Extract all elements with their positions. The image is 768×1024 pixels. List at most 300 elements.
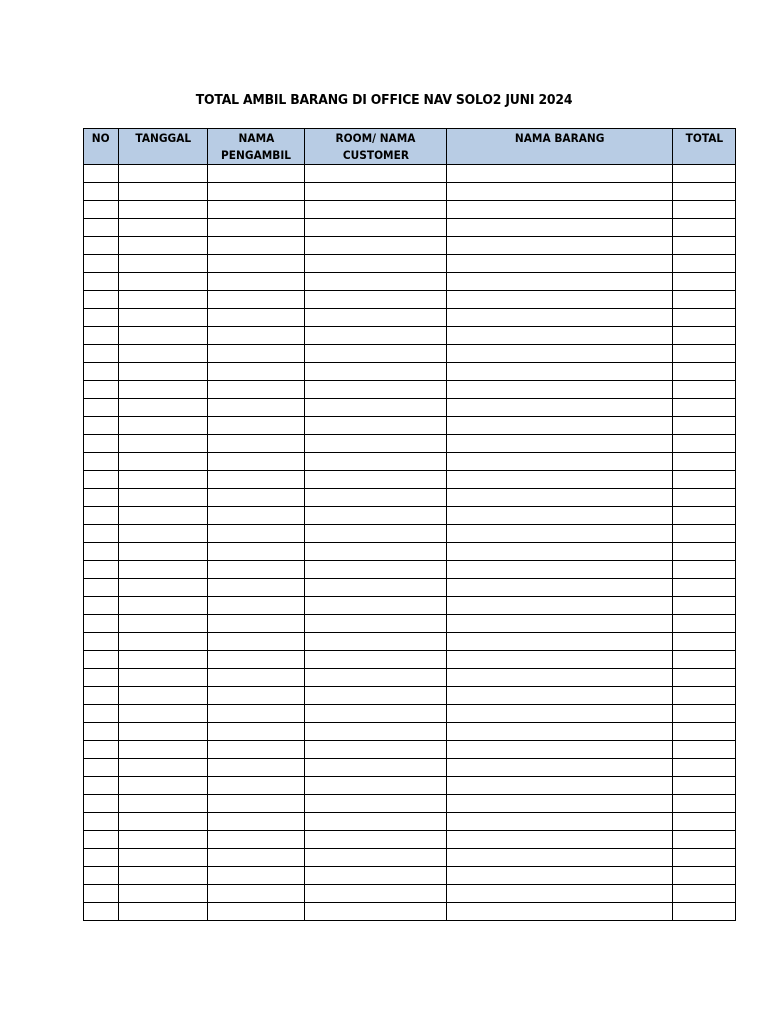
cell-tanggal[interactable]	[119, 687, 208, 705]
cell-nama-pengambil[interactable]	[208, 291, 305, 309]
cell-room-nama-customer[interactable]	[305, 759, 447, 777]
cell-total[interactable]	[673, 435, 736, 453]
cell-room-nama-customer[interactable]	[305, 327, 447, 345]
cell-no[interactable]	[84, 759, 119, 777]
cell-total[interactable]	[673, 489, 736, 507]
cell-room-nama-customer[interactable]	[305, 471, 447, 489]
cell-total[interactable]	[673, 273, 736, 291]
table-row	[84, 417, 736, 435]
cell-room-nama-customer[interactable]	[305, 903, 447, 921]
table-row	[84, 237, 736, 255]
cell-total[interactable]	[673, 795, 736, 813]
column-header-total: TOTAL	[673, 129, 736, 165]
cell-room-nama-customer[interactable]	[305, 507, 447, 525]
cell-total[interactable]	[673, 813, 736, 831]
table-row	[84, 309, 736, 327]
cell-no[interactable]	[84, 183, 119, 201]
cell-tanggal[interactable]	[119, 795, 208, 813]
cell-tanggal[interactable]	[119, 867, 208, 885]
table-row	[84, 705, 736, 723]
cell-room-nama-customer[interactable]	[305, 813, 447, 831]
cell-room-nama-customer[interactable]	[305, 345, 447, 363]
cell-room-nama-customer[interactable]	[305, 219, 447, 237]
cell-tanggal[interactable]	[119, 489, 208, 507]
cell-tanggal[interactable]	[119, 255, 208, 273]
cell-no[interactable]	[84, 219, 119, 237]
cell-tanggal[interactable]	[119, 165, 208, 183]
cell-tanggal[interactable]	[119, 561, 208, 579]
table-row	[84, 399, 736, 417]
cell-tanggal[interactable]	[119, 597, 208, 615]
cell-nama-pengambil[interactable]	[208, 705, 305, 723]
cell-total[interactable]	[673, 867, 736, 885]
cell-nama-pengambil[interactable]	[208, 525, 305, 543]
cell-no[interactable]	[84, 885, 119, 903]
cell-room-nama-customer[interactable]	[305, 237, 447, 255]
cell-tanggal[interactable]	[119, 273, 208, 291]
cell-nama-barang[interactable]	[447, 525, 673, 543]
table-row	[84, 219, 736, 237]
table-row	[84, 381, 736, 399]
cell-total[interactable]	[673, 219, 736, 237]
cell-tanggal[interactable]	[119, 777, 208, 795]
cell-total[interactable]	[673, 687, 736, 705]
cell-nama-barang[interactable]	[447, 633, 673, 651]
cell-total[interactable]	[673, 507, 736, 525]
cell-nama-pengambil[interactable]	[208, 831, 305, 849]
cell-no[interactable]	[84, 471, 119, 489]
table-row	[84, 525, 736, 543]
cell-nama-pengambil[interactable]	[208, 345, 305, 363]
table-row	[84, 777, 736, 795]
cell-nama-pengambil[interactable]	[208, 453, 305, 471]
cell-nama-pengambil[interactable]	[208, 885, 305, 903]
cell-tanggal[interactable]	[119, 327, 208, 345]
cell-nama-pengambil[interactable]	[208, 471, 305, 489]
cell-room-nama-customer[interactable]	[305, 867, 447, 885]
table-row	[84, 273, 736, 291]
cell-nama-barang[interactable]	[447, 183, 673, 201]
cell-room-nama-customer[interactable]	[305, 579, 447, 597]
cell-total[interactable]	[673, 201, 736, 219]
cell-nama-pengambil[interactable]	[208, 507, 305, 525]
table-row	[84, 201, 736, 219]
cell-nama-barang[interactable]	[447, 417, 673, 435]
cell-total[interactable]	[673, 327, 736, 345]
cell-nama-barang[interactable]	[447, 201, 673, 219]
cell-room-nama-customer[interactable]	[305, 363, 447, 381]
cell-nama-barang[interactable]	[447, 669, 673, 687]
cell-total[interactable]	[673, 291, 736, 309]
cell-nama-pengambil[interactable]	[208, 543, 305, 561]
cell-room-nama-customer[interactable]	[305, 705, 447, 723]
cell-room-nama-customer[interactable]	[305, 543, 447, 561]
cell-nama-barang[interactable]	[447, 867, 673, 885]
cell-room-nama-customer[interactable]	[305, 399, 447, 417]
cell-room-nama-customer[interactable]	[305, 777, 447, 795]
table-row	[84, 435, 736, 453]
cell-total[interactable]	[673, 561, 736, 579]
cell-nama-barang[interactable]	[447, 579, 673, 597]
table-row	[84, 849, 736, 867]
cell-room-nama-customer[interactable]	[305, 435, 447, 453]
cell-room-nama-customer[interactable]	[305, 165, 447, 183]
cell-nama-pengambil[interactable]	[208, 579, 305, 597]
cell-no[interactable]	[84, 453, 119, 471]
cell-no[interactable]	[84, 831, 119, 849]
cell-nama-barang[interactable]	[447, 399, 673, 417]
cell-nama-barang[interactable]	[447, 273, 673, 291]
cell-nama-barang[interactable]	[447, 651, 673, 669]
cell-tanggal[interactable]	[119, 525, 208, 543]
table-row	[84, 795, 736, 813]
table-row	[84, 831, 736, 849]
cell-tanggal[interactable]	[119, 579, 208, 597]
table-row	[84, 363, 736, 381]
cell-total[interactable]	[673, 345, 736, 363]
cell-nama-barang[interactable]	[447, 219, 673, 237]
cell-nama-pengambil[interactable]	[208, 363, 305, 381]
cell-nama-pengambil[interactable]	[208, 327, 305, 345]
table-row	[84, 165, 736, 183]
table-body	[84, 165, 736, 921]
cell-total[interactable]	[673, 633, 736, 651]
cell-nama-pengambil[interactable]	[208, 201, 305, 219]
cell-tanggal[interactable]	[119, 345, 208, 363]
cell-nama-barang[interactable]	[447, 885, 673, 903]
cell-tanggal[interactable]	[119, 435, 208, 453]
cell-nama-pengambil[interactable]	[208, 777, 305, 795]
cell-total[interactable]	[673, 525, 736, 543]
cell-total[interactable]	[673, 417, 736, 435]
cell-no[interactable]	[84, 273, 119, 291]
cell-room-nama-customer[interactable]	[305, 831, 447, 849]
cell-nama-pengambil[interactable]	[208, 651, 305, 669]
cell-room-nama-customer[interactable]	[305, 669, 447, 687]
table-row	[84, 615, 736, 633]
cell-room-nama-customer[interactable]	[305, 381, 447, 399]
cell-no[interactable]	[84, 417, 119, 435]
cell-nama-pengambil[interactable]	[208, 633, 305, 651]
cell-nama-barang[interactable]	[447, 615, 673, 633]
cell-room-nama-customer[interactable]	[305, 525, 447, 543]
column-header-nama-barang: NAMA BARANG	[447, 129, 673, 165]
cell-total[interactable]	[673, 399, 736, 417]
cell-nama-pengambil[interactable]	[208, 489, 305, 507]
table-row	[84, 723, 736, 741]
cell-total[interactable]	[673, 237, 736, 255]
cell-nama-barang[interactable]	[447, 687, 673, 705]
column-header-nama-pengambil: NAMA PENGAMBIL	[208, 129, 305, 165]
cell-total[interactable]	[673, 381, 736, 399]
cell-total[interactable]	[673, 309, 736, 327]
cell-no[interactable]	[84, 507, 119, 525]
table-row	[84, 903, 736, 921]
cell-nama-barang[interactable]	[447, 471, 673, 489]
cell-no[interactable]	[84, 795, 119, 813]
cell-room-nama-customer[interactable]	[305, 183, 447, 201]
data-table	[83, 128, 736, 921]
cell-nama-pengambil[interactable]	[208, 741, 305, 759]
cell-nama-pengambil[interactable]	[208, 597, 305, 615]
cell-nama-pengambil[interactable]	[208, 669, 305, 687]
cell-no[interactable]	[84, 669, 119, 687]
cell-nama-barang[interactable]	[447, 381, 673, 399]
cell-no[interactable]	[84, 597, 119, 615]
cell-no[interactable]	[84, 579, 119, 597]
cell-no[interactable]	[84, 705, 119, 723]
table-row	[84, 651, 736, 669]
cell-nama-barang[interactable]	[447, 291, 673, 309]
cell-tanggal[interactable]	[119, 309, 208, 327]
cell-no[interactable]	[84, 327, 119, 345]
cell-room-nama-customer[interactable]	[305, 651, 447, 669]
table-row	[84, 543, 736, 561]
cell-nama-pengambil[interactable]	[208, 561, 305, 579]
table-row	[84, 579, 736, 597]
cell-nama-pengambil[interactable]	[208, 435, 305, 453]
table-row	[84, 345, 736, 363]
cell-total[interactable]	[673, 777, 736, 795]
cell-nama-pengambil[interactable]	[208, 183, 305, 201]
cell-no[interactable]	[84, 363, 119, 381]
cell-tanggal[interactable]	[119, 705, 208, 723]
cell-tanggal[interactable]	[119, 741, 208, 759]
cell-room-nama-customer[interactable]	[305, 741, 447, 759]
cell-tanggal[interactable]	[119, 219, 208, 237]
table-row	[84, 687, 736, 705]
cell-no[interactable]	[84, 255, 119, 273]
cell-room-nama-customer[interactable]	[305, 795, 447, 813]
cell-nama-pengambil[interactable]	[208, 903, 305, 921]
cell-nama-barang[interactable]	[447, 453, 673, 471]
cell-nama-barang[interactable]	[447, 831, 673, 849]
cell-nama-barang[interactable]	[447, 165, 673, 183]
cell-no[interactable]	[84, 903, 119, 921]
cell-total[interactable]	[673, 183, 736, 201]
cell-total[interactable]	[673, 363, 736, 381]
cell-nama-barang[interactable]	[447, 363, 673, 381]
cell-no[interactable]	[84, 777, 119, 795]
table-row	[84, 561, 736, 579]
cell-nama-barang[interactable]	[447, 345, 673, 363]
column-header-tanggal: TANGGAL	[119, 129, 208, 165]
cell-tanggal[interactable]	[119, 759, 208, 777]
table-row	[84, 489, 736, 507]
cell-nama-barang[interactable]	[447, 543, 673, 561]
table-row	[84, 867, 736, 885]
cell-total[interactable]	[673, 831, 736, 849]
cell-nama-barang[interactable]	[447, 849, 673, 867]
cell-no[interactable]	[84, 345, 119, 363]
cell-no[interactable]	[84, 867, 119, 885]
cell-total[interactable]	[673, 471, 736, 489]
cell-no[interactable]	[84, 489, 119, 507]
cell-nama-pengambil[interactable]	[208, 165, 305, 183]
table-row	[84, 327, 736, 345]
column-header-room-nama-customer: ROOM/ NAMA CUSTOMER	[305, 129, 447, 165]
cell-nama-barang[interactable]	[447, 507, 673, 525]
cell-tanggal[interactable]	[119, 471, 208, 489]
cell-tanggal[interactable]	[119, 363, 208, 381]
cell-nama-barang[interactable]	[447, 759, 673, 777]
cell-total[interactable]	[673, 255, 736, 273]
cell-tanggal[interactable]	[119, 651, 208, 669]
cell-room-nama-customer[interactable]	[305, 687, 447, 705]
cell-total[interactable]	[673, 885, 736, 903]
cell-no[interactable]	[84, 201, 119, 219]
cell-total[interactable]	[673, 849, 736, 867]
cell-total[interactable]	[673, 705, 736, 723]
cell-tanggal[interactable]	[119, 417, 208, 435]
cell-room-nama-customer[interactable]	[305, 417, 447, 435]
cell-room-nama-customer[interactable]	[305, 849, 447, 867]
cell-nama-pengambil[interactable]	[208, 687, 305, 705]
cell-room-nama-customer[interactable]	[305, 255, 447, 273]
cell-total[interactable]	[673, 759, 736, 777]
cell-tanggal[interactable]	[119, 633, 208, 651]
cell-tanggal[interactable]	[119, 237, 208, 255]
cell-no[interactable]	[84, 309, 119, 327]
cell-no[interactable]	[84, 525, 119, 543]
cell-total[interactable]	[673, 723, 736, 741]
cell-total[interactable]	[673, 615, 736, 633]
cell-nama-pengambil[interactable]	[208, 255, 305, 273]
cell-tanggal[interactable]	[119, 291, 208, 309]
cell-nama-barang[interactable]	[447, 813, 673, 831]
cell-nama-pengambil[interactable]	[208, 759, 305, 777]
cell-room-nama-customer[interactable]	[305, 309, 447, 327]
cell-nama-barang[interactable]	[447, 903, 673, 921]
cell-nama-pengambil[interactable]	[208, 795, 305, 813]
table-row	[84, 885, 736, 903]
cell-tanggal[interactable]	[119, 381, 208, 399]
table-row	[84, 291, 736, 309]
cell-tanggal[interactable]	[119, 723, 208, 741]
cell-nama-pengambil[interactable]	[208, 309, 305, 327]
cell-no[interactable]	[84, 381, 119, 399]
cell-no[interactable]	[84, 615, 119, 633]
table-row	[84, 597, 736, 615]
cell-tanggal[interactable]	[119, 507, 208, 525]
cell-room-nama-customer[interactable]	[305, 489, 447, 507]
cell-room-nama-customer[interactable]	[305, 723, 447, 741]
cell-nama-barang[interactable]	[447, 435, 673, 453]
cell-nama-pengambil[interactable]	[208, 849, 305, 867]
cell-no[interactable]	[84, 237, 119, 255]
cell-tanggal[interactable]	[119, 669, 208, 687]
cell-room-nama-customer[interactable]	[305, 597, 447, 615]
table-row	[84, 813, 736, 831]
cell-no[interactable]	[84, 165, 119, 183]
cell-total[interactable]	[673, 543, 736, 561]
table-row	[84, 633, 736, 651]
cell-nama-pengambil[interactable]	[208, 867, 305, 885]
cell-tanggal[interactable]	[119, 399, 208, 417]
cell-no[interactable]	[84, 687, 119, 705]
cell-nama-barang[interactable]	[447, 255, 673, 273]
cell-total[interactable]	[673, 651, 736, 669]
cell-total[interactable]	[673, 741, 736, 759]
cell-nama-barang[interactable]	[447, 795, 673, 813]
table-row	[84, 255, 736, 273]
cell-tanggal[interactable]	[119, 543, 208, 561]
table-row	[84, 183, 736, 201]
cell-tanggal[interactable]	[119, 885, 208, 903]
cell-nama-pengambil[interactable]	[208, 615, 305, 633]
cell-total[interactable]	[673, 579, 736, 597]
cell-room-nama-customer[interactable]	[305, 453, 447, 471]
cell-no[interactable]	[84, 633, 119, 651]
cell-no[interactable]	[84, 399, 119, 417]
cell-total[interactable]	[673, 903, 736, 921]
cell-nama-barang[interactable]	[447, 597, 673, 615]
cell-no[interactable]	[84, 651, 119, 669]
table-row	[84, 507, 736, 525]
cell-nama-pengambil[interactable]	[208, 723, 305, 741]
cell-no[interactable]	[84, 849, 119, 867]
cell-nama-barang[interactable]	[447, 741, 673, 759]
cell-nama-pengambil[interactable]	[208, 237, 305, 255]
cell-tanggal[interactable]	[119, 453, 208, 471]
cell-nama-barang[interactable]	[447, 561, 673, 579]
cell-nama-pengambil[interactable]	[208, 417, 305, 435]
cell-tanggal[interactable]	[119, 849, 208, 867]
cell-nama-pengambil[interactable]	[208, 219, 305, 237]
cell-room-nama-customer[interactable]	[305, 633, 447, 651]
cell-no[interactable]	[84, 741, 119, 759]
cell-total[interactable]	[673, 453, 736, 471]
cell-tanggal[interactable]	[119, 813, 208, 831]
cell-nama-pengambil[interactable]	[208, 813, 305, 831]
table-row	[84, 741, 736, 759]
cell-nama-pengambil[interactable]	[208, 273, 305, 291]
cell-nama-barang[interactable]	[447, 777, 673, 795]
cell-no[interactable]	[84, 561, 119, 579]
table-row	[84, 471, 736, 489]
cell-tanggal[interactable]	[119, 201, 208, 219]
cell-no[interactable]	[84, 291, 119, 309]
cell-no[interactable]	[84, 723, 119, 741]
cell-total[interactable]	[673, 165, 736, 183]
cell-nama-barang[interactable]	[447, 705, 673, 723]
cell-tanggal[interactable]	[119, 903, 208, 921]
cell-tanggal[interactable]	[119, 183, 208, 201]
cell-nama-barang[interactable]	[447, 723, 673, 741]
cell-room-nama-customer[interactable]	[305, 561, 447, 579]
cell-total[interactable]	[673, 669, 736, 687]
cell-nama-pengambil[interactable]	[208, 399, 305, 417]
cell-nama-barang[interactable]	[447, 489, 673, 507]
cell-nama-barang[interactable]	[447, 309, 673, 327]
table-row	[84, 759, 736, 777]
cell-no[interactable]	[84, 543, 119, 561]
cell-room-nama-customer[interactable]	[305, 615, 447, 633]
cell-tanggal[interactable]	[119, 615, 208, 633]
cell-room-nama-customer[interactable]	[305, 201, 447, 219]
cell-room-nama-customer[interactable]	[305, 885, 447, 903]
table-row	[84, 669, 736, 687]
cell-no[interactable]	[84, 813, 119, 831]
cell-nama-barang[interactable]	[447, 327, 673, 345]
cell-room-nama-customer[interactable]	[305, 291, 447, 309]
cell-nama-pengambil[interactable]	[208, 381, 305, 399]
cell-total[interactable]	[673, 597, 736, 615]
cell-no[interactable]	[84, 435, 119, 453]
cell-nama-barang[interactable]	[447, 237, 673, 255]
cell-room-nama-customer[interactable]	[305, 273, 447, 291]
cell-tanggal[interactable]	[119, 831, 208, 849]
